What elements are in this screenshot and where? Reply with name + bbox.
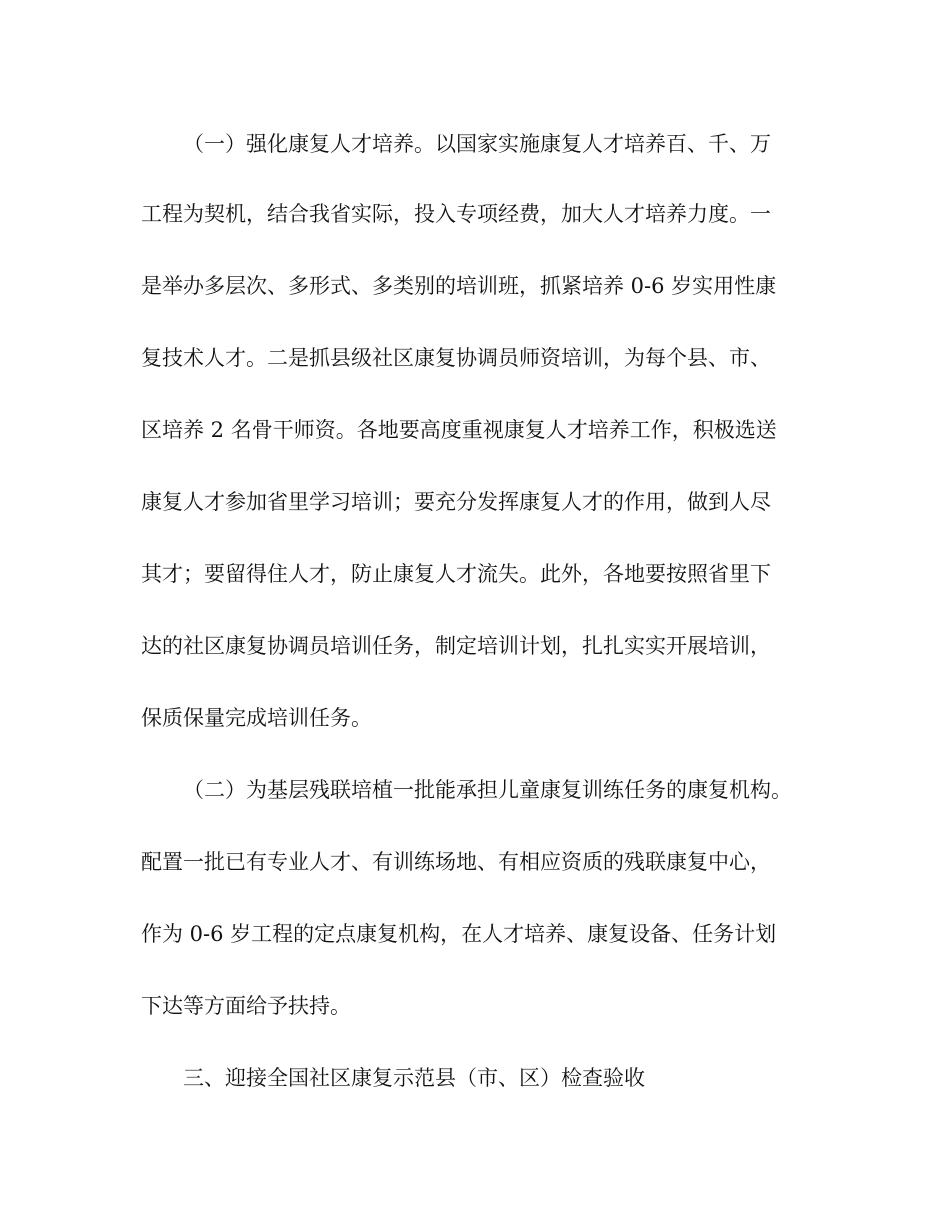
section-heading: 三、迎接全国社区康复示范县（市、区）检查验收 [183,1066,645,1090]
paragraph-2-line-2: 配置一批已有专业人才、有训练场地、有相应资质的残联康复中心， [141,850,771,874]
paragraph-1-line-3: 是举办多层次、多形式、多类别的培训班，抓紧培养 0-6 岁实用性康 [141,274,777,298]
paragraph-1-line-5: 区培养 2 名骨干师资。各地要高度重视康复人才培养工作，积极选送 [141,418,777,442]
paragraph-2-line-4: 下达等方面给予扶持。 [141,994,351,1018]
paragraph-1-line-9: 保质保量完成培训任务。 [141,706,372,730]
paragraph-2-line-1: （二）为基层残联培植一批能承担儿童康复训练任务的康复机构。 [183,778,792,802]
paragraph-1-line-1: （一）强化康复人才培养。以国家实施康复人才培养百、千、万 [183,132,771,156]
paragraph-1-line-2: 工程为契机，结合我省实际，投入专项经费，加大人才培养力度。一 [141,202,771,226]
paragraph-1-line-6: 康复人才参加省里学习培训；要充分发挥康复人才的作用，做到人尽 [141,490,771,514]
paragraph-2-line-3: 作为 0-6 岁工程的定点康复机构，在人才培养、康复设备、任务计划 [141,922,777,946]
paragraph-1-line-4: 复技术人才。二是抓县级社区康复协调员师资培训，为每个县、市、 [141,346,771,370]
paragraph-1-line-8: 达的社区康复协调员培训任务，制定培训计划，扎扎实实开展培训， [141,634,771,658]
paragraph-1-line-7: 其才；要留得住人才，防止康复人才流失。此外，各地要按照省里下 [141,562,771,586]
